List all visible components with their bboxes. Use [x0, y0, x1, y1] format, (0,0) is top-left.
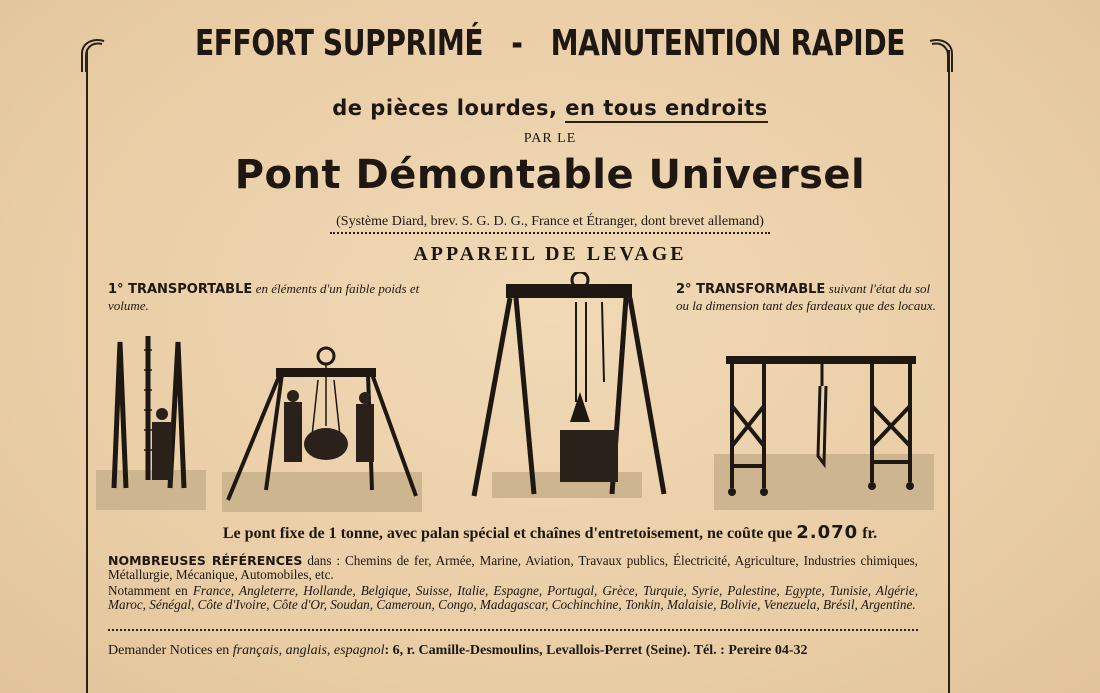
headline-left: EFFORT SUPPRIMÉ	[194, 23, 484, 64]
feature-transformable	[676, 281, 936, 315]
price-amount: 2.070	[796, 522, 859, 543]
subtitle-part1: de pièces lourdes,	[332, 96, 558, 120]
footer-contact	[108, 643, 928, 659]
footer-address: : 6, r. Camille-Desmoulins, Levallois-Perret (Seine). Tél. : Pereire 04-32	[384, 643, 808, 658]
footer-languages: français, anglais, espagnol	[232, 643, 385, 658]
frame-left-scroll-ornament	[74, 36, 110, 72]
feature2-label: 2° TRANSFORMABLE	[676, 282, 826, 297]
feature2-desc: suivant l'état du sol ou la dimension tant des fardeaux que des locaux.	[676, 281, 936, 313]
patent-text: (Système Diard, brev. S. G. D. G., France et Étranger, dont brevet allemand)	[330, 214, 770, 234]
countries-text: France, Angleterre, Hollande, Belgique, Suisse, Italie, Espagne, Portugal, Grèce, Turquie, Syrie, Palestine, Egypte, Tunisie, Algérie, Maroc, Sénégal, Côte d'Ivoire, Côte d'Or, Soudan, Cameroun, Congo, Madagascar, Cochinchine, Tonkin, Malaisie, Bolivie, Venezuela, Brésil, Argentine.	[108, 583, 918, 612]
product-title: Pont Démontable Universel	[234, 152, 866, 198]
footer-prefix: Demander Notices en	[108, 643, 230, 658]
countries-list	[108, 584, 918, 612]
section-heading: APPAREIL DE LEVAGE	[413, 243, 687, 265]
subtitle-underlined: en tous endroits	[565, 96, 767, 123]
par-le: PAR LE	[523, 131, 577, 146]
illustration-wheeled-gantry	[714, 346, 934, 510]
price-line	[0, 522, 1100, 543]
notamment-label: Notamment en	[108, 583, 188, 598]
references	[108, 554, 918, 582]
patent-note	[0, 214, 1100, 230]
references-text: dans : Chemins de fer, Armée, Marine, Aviation, Travaux publics, Électricité, Agriculture, Industries chimiques, Métallurgie, Mécanique, Automobiles, etc.	[108, 553, 918, 582]
illustration-dismantled-elements	[96, 330, 206, 512]
feature1-desc: en éléments d'un faible poids et volume.	[108, 281, 420, 313]
headline-right: MANUTENTION RAPIDE	[550, 23, 906, 64]
price-text: Le pont fixe de 1 tonne, avec palan spécial et chaînes d'entretoisement, ne coûte que	[222, 525, 793, 542]
references-label: NOMBREUSES RÉFÉRENCES	[108, 553, 303, 568]
feature-transportable	[108, 281, 438, 315]
feature1-label: 1° TRANSPORTABLE	[108, 282, 253, 297]
subtitle	[0, 96, 1100, 120]
illustration-tripod-workers	[222, 340, 422, 512]
headline	[121, 22, 979, 66]
dotted-separator	[108, 629, 918, 631]
illustration-gantry-crane	[462, 272, 672, 504]
headline-dash: -	[511, 23, 523, 64]
price-unit: fr.	[862, 525, 878, 542]
